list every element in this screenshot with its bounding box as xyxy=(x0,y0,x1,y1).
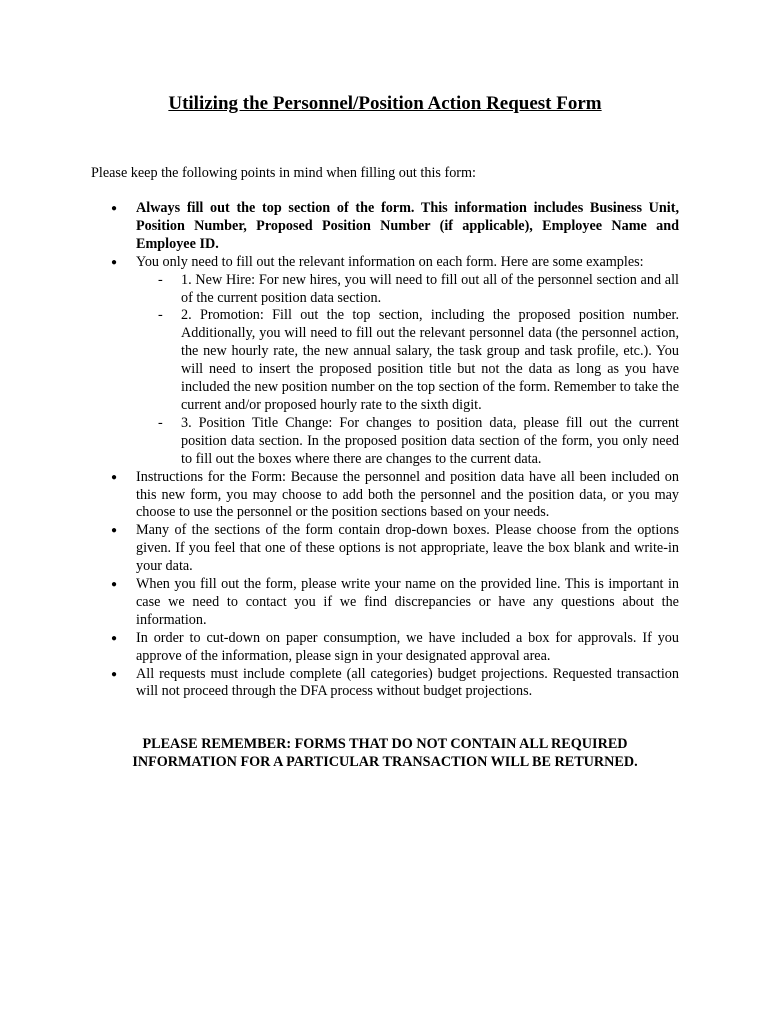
bullet-icon: ● xyxy=(111,579,118,591)
bullet-icon: ● xyxy=(111,668,118,680)
list-item-text: Many of the sections of the form contain drop-down boxes. Please choose from the options given. If you feel that one of these options is not appropriate, leave the box blank and write-in your data. xyxy=(136,522,679,575)
examples-list xyxy=(136,272,679,469)
list-item-text: In order to cut-down on paper consumption, we have included a box for approvals. If you approve of the information, please sign in your designated approval area. xyxy=(136,629,679,664)
list-item-budget xyxy=(108,666,679,702)
remember-notice xyxy=(0,735,770,771)
list-item-text: You only need to fill out the relevant information on each form. Here are some examples: xyxy=(136,253,644,270)
page-title: Utilizing the Personnel/Position Action Request Form xyxy=(168,93,602,114)
dash-marker: - xyxy=(158,271,163,288)
list-item-text: Always fill out the top section of the form. This information includes Business Unit, Position Number, Proposed Position Number (if applicable), Employee Name and Employee ID. xyxy=(136,200,679,252)
example-promotion xyxy=(136,307,679,414)
example-text: 1. New Hire: For new hires, you will need to fill out all of the personnel section and all of the current position data section. xyxy=(181,271,679,306)
dash-marker: - xyxy=(158,414,163,431)
dash-marker: - xyxy=(158,307,163,324)
bullet-icon: ● xyxy=(111,525,118,537)
intro-text: Please keep the following points in mind when filling out this form: xyxy=(91,165,476,181)
list-item-instructions xyxy=(108,469,679,523)
example-text: 2. Promotion: Fill out the top section, including the proposed position number. Additionally, you will need to fill out the relevant personnel data (the personnel action, the new hourly rate, the new annual salary, the task group and task profile, etc.). You will need to insert the proposed position title but not the data as long as you have included the new position number on the top section of the form. Remember to take the current and/or proposed hourly rate to the sixth digit. xyxy=(181,307,679,413)
list-item-text: All requests must include complete (all categories) budget projections. Requested transaction will not proceed through the DFA process without budget projections. xyxy=(136,665,679,700)
example-title-change xyxy=(136,415,679,469)
list-item-approvals xyxy=(108,630,679,666)
bullet-icon: ● xyxy=(111,256,118,268)
remember-line: INFORMATION FOR A PARTICULAR TRANSACTION WILL BE RETURNED. xyxy=(132,754,638,770)
bullet-icon: ● xyxy=(111,632,118,644)
bullet-icon: ● xyxy=(111,203,118,214)
list-item-relevant-info xyxy=(108,254,679,469)
list-item-write-name xyxy=(108,576,679,630)
list-item-drop-down xyxy=(108,522,679,576)
list-item-text: When you fill out the form, please write your name on the provided line. This is important in case we need to contact you if we find discrepancies or have any questions about the information. xyxy=(136,576,679,628)
list-item-top-section xyxy=(108,200,679,254)
list-item-text: Instructions for the Form: Because the personnel and position data have all been included on this new form, you may choose to add both the personnel and the position data, or you may choose to use the personnel or the position sections based on your needs. xyxy=(136,468,679,521)
instructions-list xyxy=(108,200,679,701)
example-text: 3. Position Title Change: For changes to position data, please fill out the current position data section. In the proposed position data section of the form, you only need to fill out the boxes where there are changes to the current data. xyxy=(181,414,679,467)
bullet-icon: ● xyxy=(111,471,118,483)
example-new-hire xyxy=(136,272,679,308)
remember-line: PLEASE REMEMBER: FORMS THAT DO NOT CONTAIN ALL REQUIRED xyxy=(142,736,628,752)
